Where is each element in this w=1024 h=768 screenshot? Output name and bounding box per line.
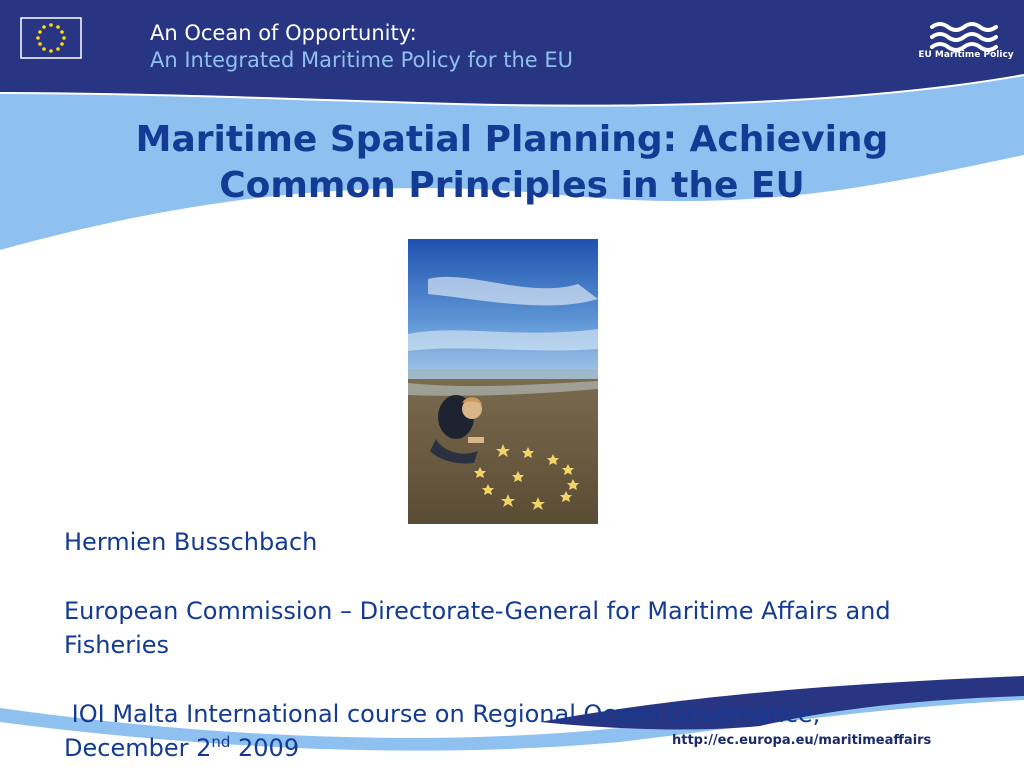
footer-url[interactable]: http://ec.europa.eu/maritimeaffairs (672, 733, 932, 748)
course-year: 2009 (230, 734, 300, 762)
header-title: An Ocean of Opportunity: (150, 21, 417, 45)
child-beach-starfish-photo (408, 239, 598, 524)
author-name: Hermien Busschbach (64, 528, 318, 556)
slide-title: Maritime Spatial Planning: Achieving Common Principles in the EU (135, 119, 889, 206)
course-text: IOI Malta International course on Regional Ocean Governance, December 2 (64, 700, 828, 762)
course-date-suffix: nd (211, 733, 231, 751)
eu-flag-icon (20, 17, 82, 59)
page-number: 1 (962, 702, 970, 716)
course-info (64, 697, 944, 765)
logo-caption: EU Maritime Policy (918, 50, 1014, 60)
author-affiliation: European Commission – Directorate-General for Maritime Affairs and Fisheries (64, 597, 891, 659)
header-subtitle: An Integrated Maritime Policy for the EU (150, 48, 573, 72)
